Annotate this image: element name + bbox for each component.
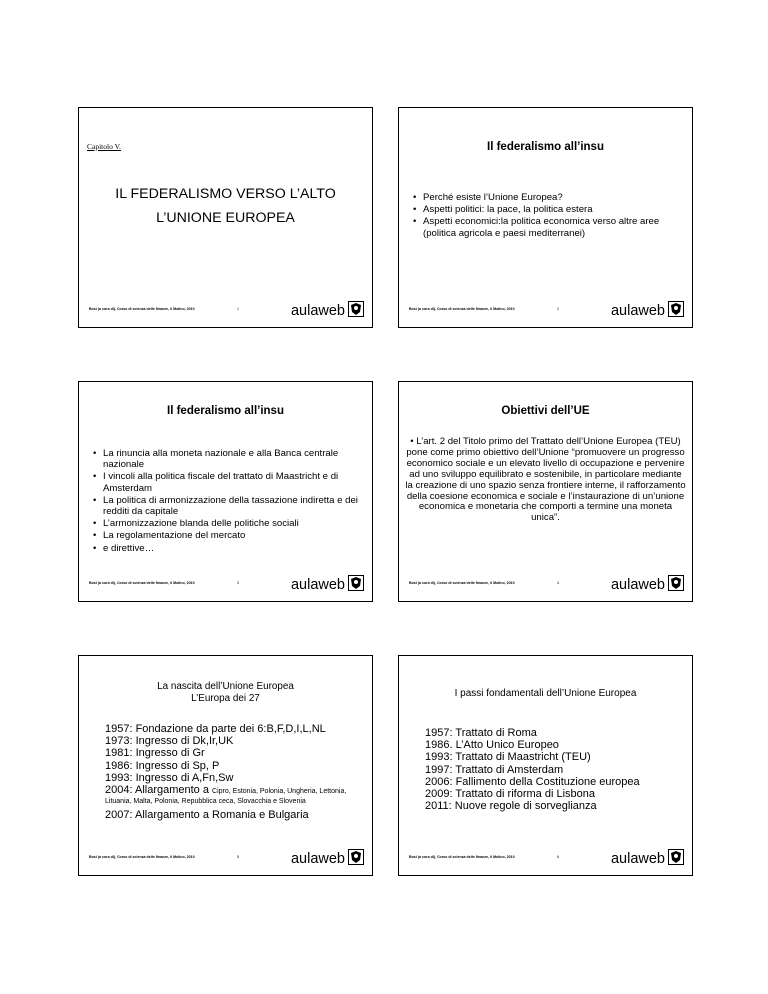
slide-title	[79, 681, 372, 705]
logo-text: aulaweb	[290, 577, 345, 593]
page-number: 3	[237, 581, 239, 585]
page-number: 5	[237, 855, 239, 859]
crest-icon	[348, 301, 364, 322]
bullet-item: • e direttive…	[91, 543, 358, 554]
aulaweb-logo	[291, 301, 364, 321]
milestone-line: 2009: Trattato di riforma di Lisbona	[425, 788, 595, 801]
slide-title: Il federalismo all’insu	[167, 405, 284, 417]
title-line-2: L’UNIONE EUROPEA	[156, 210, 295, 226]
slide-footer	[407, 301, 684, 321]
line-2004-main: 2004: Allargamento a	[105, 784, 213, 797]
bullet-item: • La politica di armonizzazione della tassazione indiretta e dei redditi da capitale	[91, 495, 358, 517]
bullet-list	[411, 192, 674, 240]
aulaweb-logo	[611, 301, 684, 321]
logo-text: aulaweb	[610, 851, 665, 867]
slide-title	[79, 182, 372, 230]
objective-paragraph: • L’art. 2 del Titolo primo del Trattato dell’Unione Europea (TEU) pone come primo obiettivo dell’Unione “promuovere un progresso economico sociale e un elevato livello di occupazione e pervenire ad uno sviluppo equilibrato e sostenibile, in particolare mediante la creazione di uno spazio senza frontiere interne, il rafforzamento della coesione economica e sociale e l’instaurazione di un’unione economica e monetaria che comporti a termine una moneta unica”.	[405, 436, 686, 524]
milestone-line: 2006: Fallimento della Costituzione europea	[425, 775, 640, 788]
line-2004-countries: Cipro, Estonia, Polonia, Ungheria, Lettonia, Lituania, Malta, Polonia, Repubblica ceca, Slovacchia e Slovenia	[105, 788, 347, 806]
aulaweb-logo	[611, 849, 684, 869]
crest-icon	[348, 849, 364, 870]
aulaweb-logo	[291, 849, 364, 869]
bullet-item: • Aspetti economici:la politica economica verso altre aree (politica agricola e paesi mediterranei)	[411, 216, 674, 238]
milestone-line: 1986. L’Atto Unico Europeo	[425, 739, 559, 752]
footer-reference: Bosi (a cura di), Corso di scienza delle finanze, il Mulino, 2010	[89, 855, 195, 859]
bullet-item: • La rinuncia alla moneta nazionale e alla Banca centrale nazionale	[91, 448, 358, 470]
timeline-line: 1986: Ingresso di Sp, P	[105, 759, 220, 772]
footer-reference: Bosi (a cura di), Corso di scienza delle finanze, il Mulino, 2010	[89, 581, 195, 585]
bullet-list	[91, 448, 358, 555]
footer-reference: Bosi (a cura di), Corso di scienza delle finanze, il Mulino, 2010	[409, 855, 515, 859]
slide-3	[78, 381, 373, 602]
page-number: 6	[557, 855, 559, 859]
slide-title: I passi fondamentali dell’Unione Europea	[454, 688, 637, 699]
timeline-line: 1973: Ingresso di Dk,Ir,UK	[105, 735, 234, 748]
logo-text: aulaweb	[610, 577, 665, 593]
milestone-line: 1993: Trattato di Maastricht (TEU)	[425, 751, 591, 764]
slide-6	[398, 655, 693, 876]
bullet-item: • La regolamentazione del mercato	[91, 530, 358, 541]
timeline	[105, 723, 362, 821]
timeline-line-2004	[105, 786, 362, 806]
slide-footer	[87, 301, 364, 321]
crest-icon	[348, 575, 364, 596]
slide-5	[78, 655, 373, 876]
timeline-line: 1993: Ingresso di A,Fn,Sw	[105, 771, 234, 784]
crest-icon	[668, 849, 684, 870]
title-line-2: L’Europa dei 27	[191, 693, 260, 704]
aulaweb-logo	[611, 575, 684, 595]
milestone-line: 1957: Trattato di Roma	[425, 727, 537, 739]
slide-title: Obiettivi dell’UE	[501, 405, 590, 417]
slide-4	[398, 381, 693, 602]
page-number: 4	[557, 581, 559, 585]
aulaweb-logo	[291, 575, 364, 595]
chapter-label: Capitolo V.	[87, 142, 121, 151]
title-line-1: La nascita dell’Unione Europea	[157, 681, 294, 692]
slide-footer	[87, 849, 364, 869]
logo-text: aulaweb	[290, 851, 345, 867]
timeline-line: 1957: Fondazione da parte dei 6:B,F,D,I,L,NL	[105, 723, 326, 735]
milestone-line: 1997: Trattato di Amsterdam	[425, 763, 564, 776]
logo-text: aulaweb	[610, 303, 665, 319]
bullet-item: • L’armonizzazione blanda delle politiche sociali	[91, 518, 358, 529]
slide-title: Il federalismo all’insu	[487, 141, 604, 153]
timeline-line: 2007: Allargamento a Romania e Bulgaria	[105, 809, 309, 822]
slide-1	[78, 107, 373, 328]
page-number: 1	[237, 307, 239, 311]
footer-reference: Bosi (a cura di), Corso di scienza delle finanze, il Mulino, 2010	[89, 307, 195, 311]
page-number: 2	[557, 307, 559, 311]
logo-text: aulaweb	[290, 303, 345, 319]
title-line-1: IL FEDERALISMO VERSO L’ALTO	[115, 186, 336, 202]
milestone-line: 2011: Nuove regole di sorveglianza	[425, 800, 597, 813]
bullet-item: • Perché esiste l’Unione Europea?	[411, 192, 674, 203]
footer-reference: Bosi (a cura di), Corso di scienza delle finanze, il Mulino, 2010	[409, 307, 515, 311]
crest-icon	[668, 301, 684, 322]
slide-footer	[407, 575, 684, 595]
slide-2	[398, 107, 693, 328]
slide-footer	[407, 849, 684, 869]
milestones	[425, 727, 682, 812]
bullet-item: • I vincoli alla politica fiscale del trattato di Maastricht e di Amsterdam	[91, 471, 358, 493]
timeline-line: 1981: Ingresso di Gr	[105, 747, 205, 760]
crest-icon	[668, 575, 684, 596]
footer-reference: Bosi (a cura di), Corso di scienza delle finanze, il Mulino, 2010	[409, 581, 515, 585]
bullet-item: • Aspetti politici: la pace, la politica estera	[411, 204, 674, 215]
slide-footer	[87, 575, 364, 595]
